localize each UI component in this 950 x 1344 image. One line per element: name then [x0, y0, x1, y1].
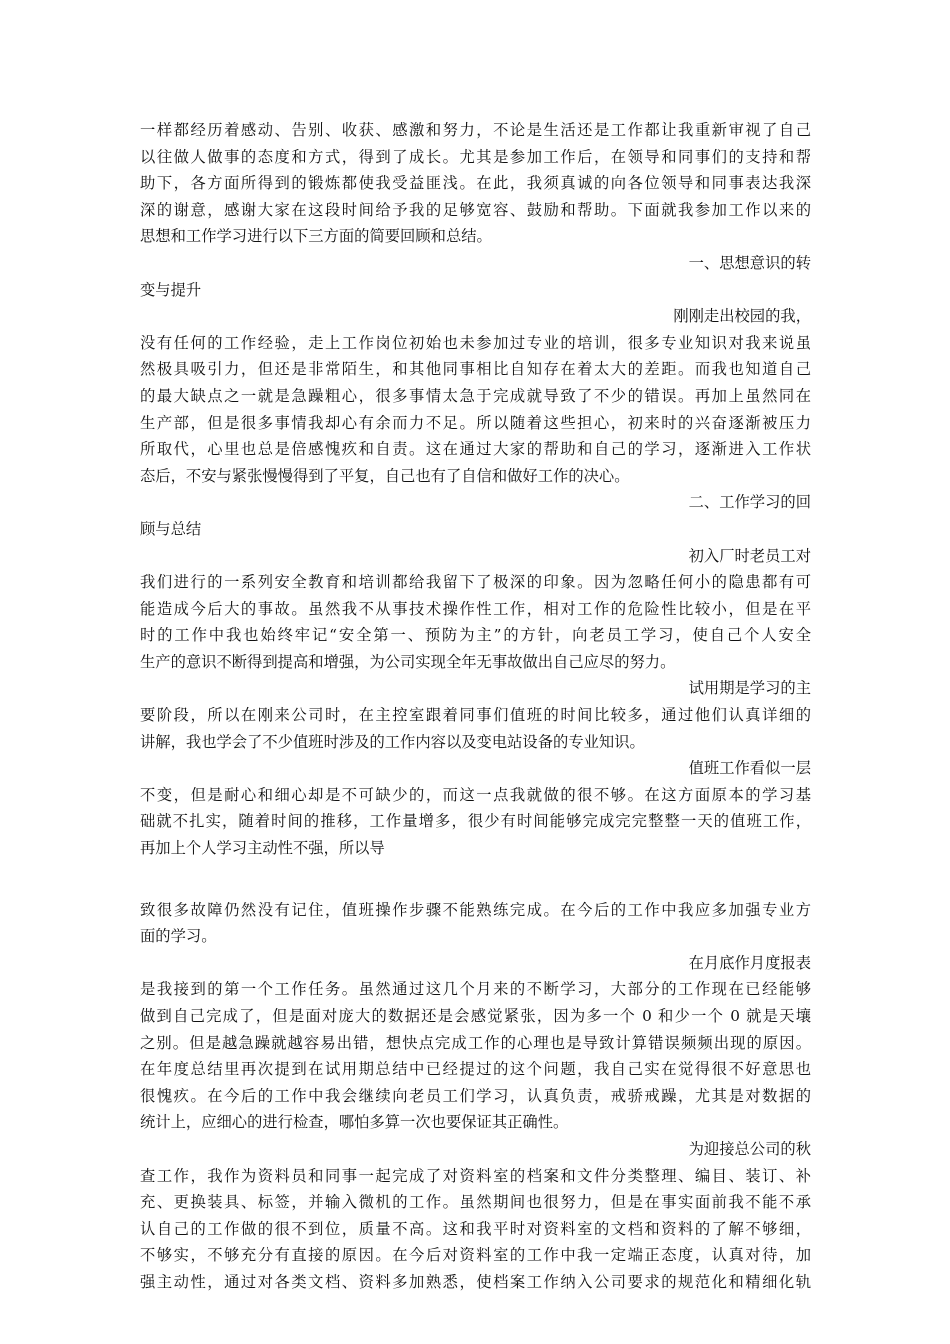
text-line: 生产部，但是很多事情我却心有余而力不足。所以随着这些担心，初来时的兴奋逐渐被压力: [140, 413, 811, 432]
paragraph-lead: 试用期是学习的主: [688, 679, 811, 698]
text-line: 我们进行的一系列安全教育和培训都给我留下了极深的印象。因为忽略任何小的隐患都有可: [140, 573, 811, 592]
text-line: 在年度总结里再次提到在试用期总结中已经提过的这个问题，我自己实在觉得很不好意思也: [140, 1060, 811, 1079]
text-line: 讲解，我也学会了不少值班时涉及的工作内容以及变电站设备的专业知识。: [140, 732, 645, 751]
paragraph-lead: 刚刚走出校园的我，: [673, 307, 811, 326]
section-heading-1-continued: 变与提升: [140, 280, 202, 299]
text-line: 态后，不安与紧张慢慢得到了平复，自己也有了自信和做好工作的决心。: [140, 466, 630, 485]
text-line: 再加上个人学习主动性不强，所以导: [140, 839, 385, 858]
text-line: 然极具吸引力，但还是非常陌生，和其他同事相比自知存在着太大的差距。而我也知道自己: [140, 360, 811, 379]
text-line: 一样都经历着感动、告别、收获、感激和努力，不论是生活还是工作都让我重新审视了自己: [140, 121, 811, 139]
text-line: 深的谢意，感谢大家在这段时间给予我的足够宽容、鼓励和帮助。下面就我参加工作以来的: [140, 200, 811, 219]
text-line: 思想和工作学习进行以下三方面的简要回顾和总结。: [140, 227, 492, 246]
text-line: 查工作，我作为资料员和同事一起完成了对资料室的档案和文件分类整理、编目、装订、补: [140, 1166, 811, 1185]
section-heading-2: 二、工作学习的回: [688, 493, 811, 512]
text-line: 所取代，心里也总是倍感愧疚和自责。这在通过大家的帮助和自己的学习，逐渐进入工作状: [140, 440, 811, 459]
text-line: 能造成今后大的事故。虽然我不从事技术操作性工作，相对工作的危险性比较小，但是在平: [140, 599, 811, 618]
text-line: 生产的意识不断得到提高和增强，为公司实现全年无事故做出自己应尽的努力。: [140, 652, 676, 671]
text-line: 时的工作中我也始终牢记“安全第一、预防为主”的方针，向老员工学习，使自己个人安全: [140, 626, 811, 645]
page-break-gap: [140, 862, 811, 897]
text-line: 认自己的工作做的很不到位，质量不高。这和我平时对资料室的文档和资料的了解不够细，: [140, 1219, 811, 1238]
section-heading-2-continued: 顾与总结: [140, 519, 202, 538]
text-line: 面的学习。: [140, 927, 217, 946]
text-line: 础就不扎实，随着时间的推移，工作量增多，很少有时间能够完成完完整整一天的值班工作，: [140, 812, 811, 831]
text-line: 没有任何的工作经验，走上工作岗位初始也未参加过专业的培训，很多专业知识对我来说虽: [140, 333, 811, 352]
section-heading-1: 一、思想意识的转: [688, 253, 811, 272]
text-line: 不够实，不够充分有直接的原因。在今后对资料室的工作中我一定端正态度，认真对待，加: [140, 1246, 811, 1265]
text-line: 要阶段，所以在刚来公司时，在主控室跟着同事们值班的时间比较多，通过他们认真详细的: [140, 706, 811, 725]
text-line: 助下，各方面所得到的锻炼都使我受益匪浅。在此，我须真诚的向各位领导和同事表达我深: [140, 174, 811, 193]
text-line: 统计上，应细心的进行检查，哪怕多算一次也要保证其正确性。: [140, 1113, 569, 1132]
text-line: 做到自己完成了，但是面对庞大的数据还是会感觉紧张，因为多一个 0 和少一个 0 就是天壤: [140, 1007, 811, 1025]
paragraph-lead: 为迎接总公司的秋: [688, 1139, 811, 1158]
document-body: [140, 117, 811, 1296]
text-line: 充、更换装具、标签，并输入微机的工作。虽然期间也很努力，但是在事实面前我不能不承: [140, 1193, 811, 1212]
text-line: 以往做人做事的态度和方式，得到了成长。尤其是参加工作后，在领导和同事们的支持和帮: [140, 147, 811, 166]
text-line: 是我接到的第一个工作任务。虽然通过这几个月来的不断学习，大部分的工作现在已经能够: [140, 980, 811, 999]
text-line: 致很多故障仍然没有记住，值班操作步骤不能熟练完成。在今后的工作中我应多加强专业方: [140, 900, 811, 919]
text-line: 之别。但是越急躁就越容易出错，想快点完成工作的心理也是导致计算错误频频出现的原因。: [140, 1033, 811, 1052]
paragraph-lead: 值班工作看似一层: [688, 759, 811, 778]
text-line: 的最大缺点之一就是急躁粗心，很多事情太急于完成就导致了不少的错误。再加上虽然同在: [140, 386, 811, 405]
text-line: 很愧疚。在今后的工作中我会继续向老员工们学习，认真负责，戒骄戒躁，尤其是对数据的: [140, 1086, 811, 1105]
text-line: 强主动性，通过对各类文档、资料多加熟悉，使档案工作纳入公司要求的规范化和精细化轨: [140, 1272, 811, 1291]
paragraph-lead: 初入厂时老员工对: [688, 546, 811, 565]
text-line: 不变，但是耐心和细心却是不可缺少的，而这一点我就做的很不够。在这方面原本的学习基: [140, 785, 811, 804]
paragraph-lead: 在月底作月度报表: [688, 953, 811, 972]
